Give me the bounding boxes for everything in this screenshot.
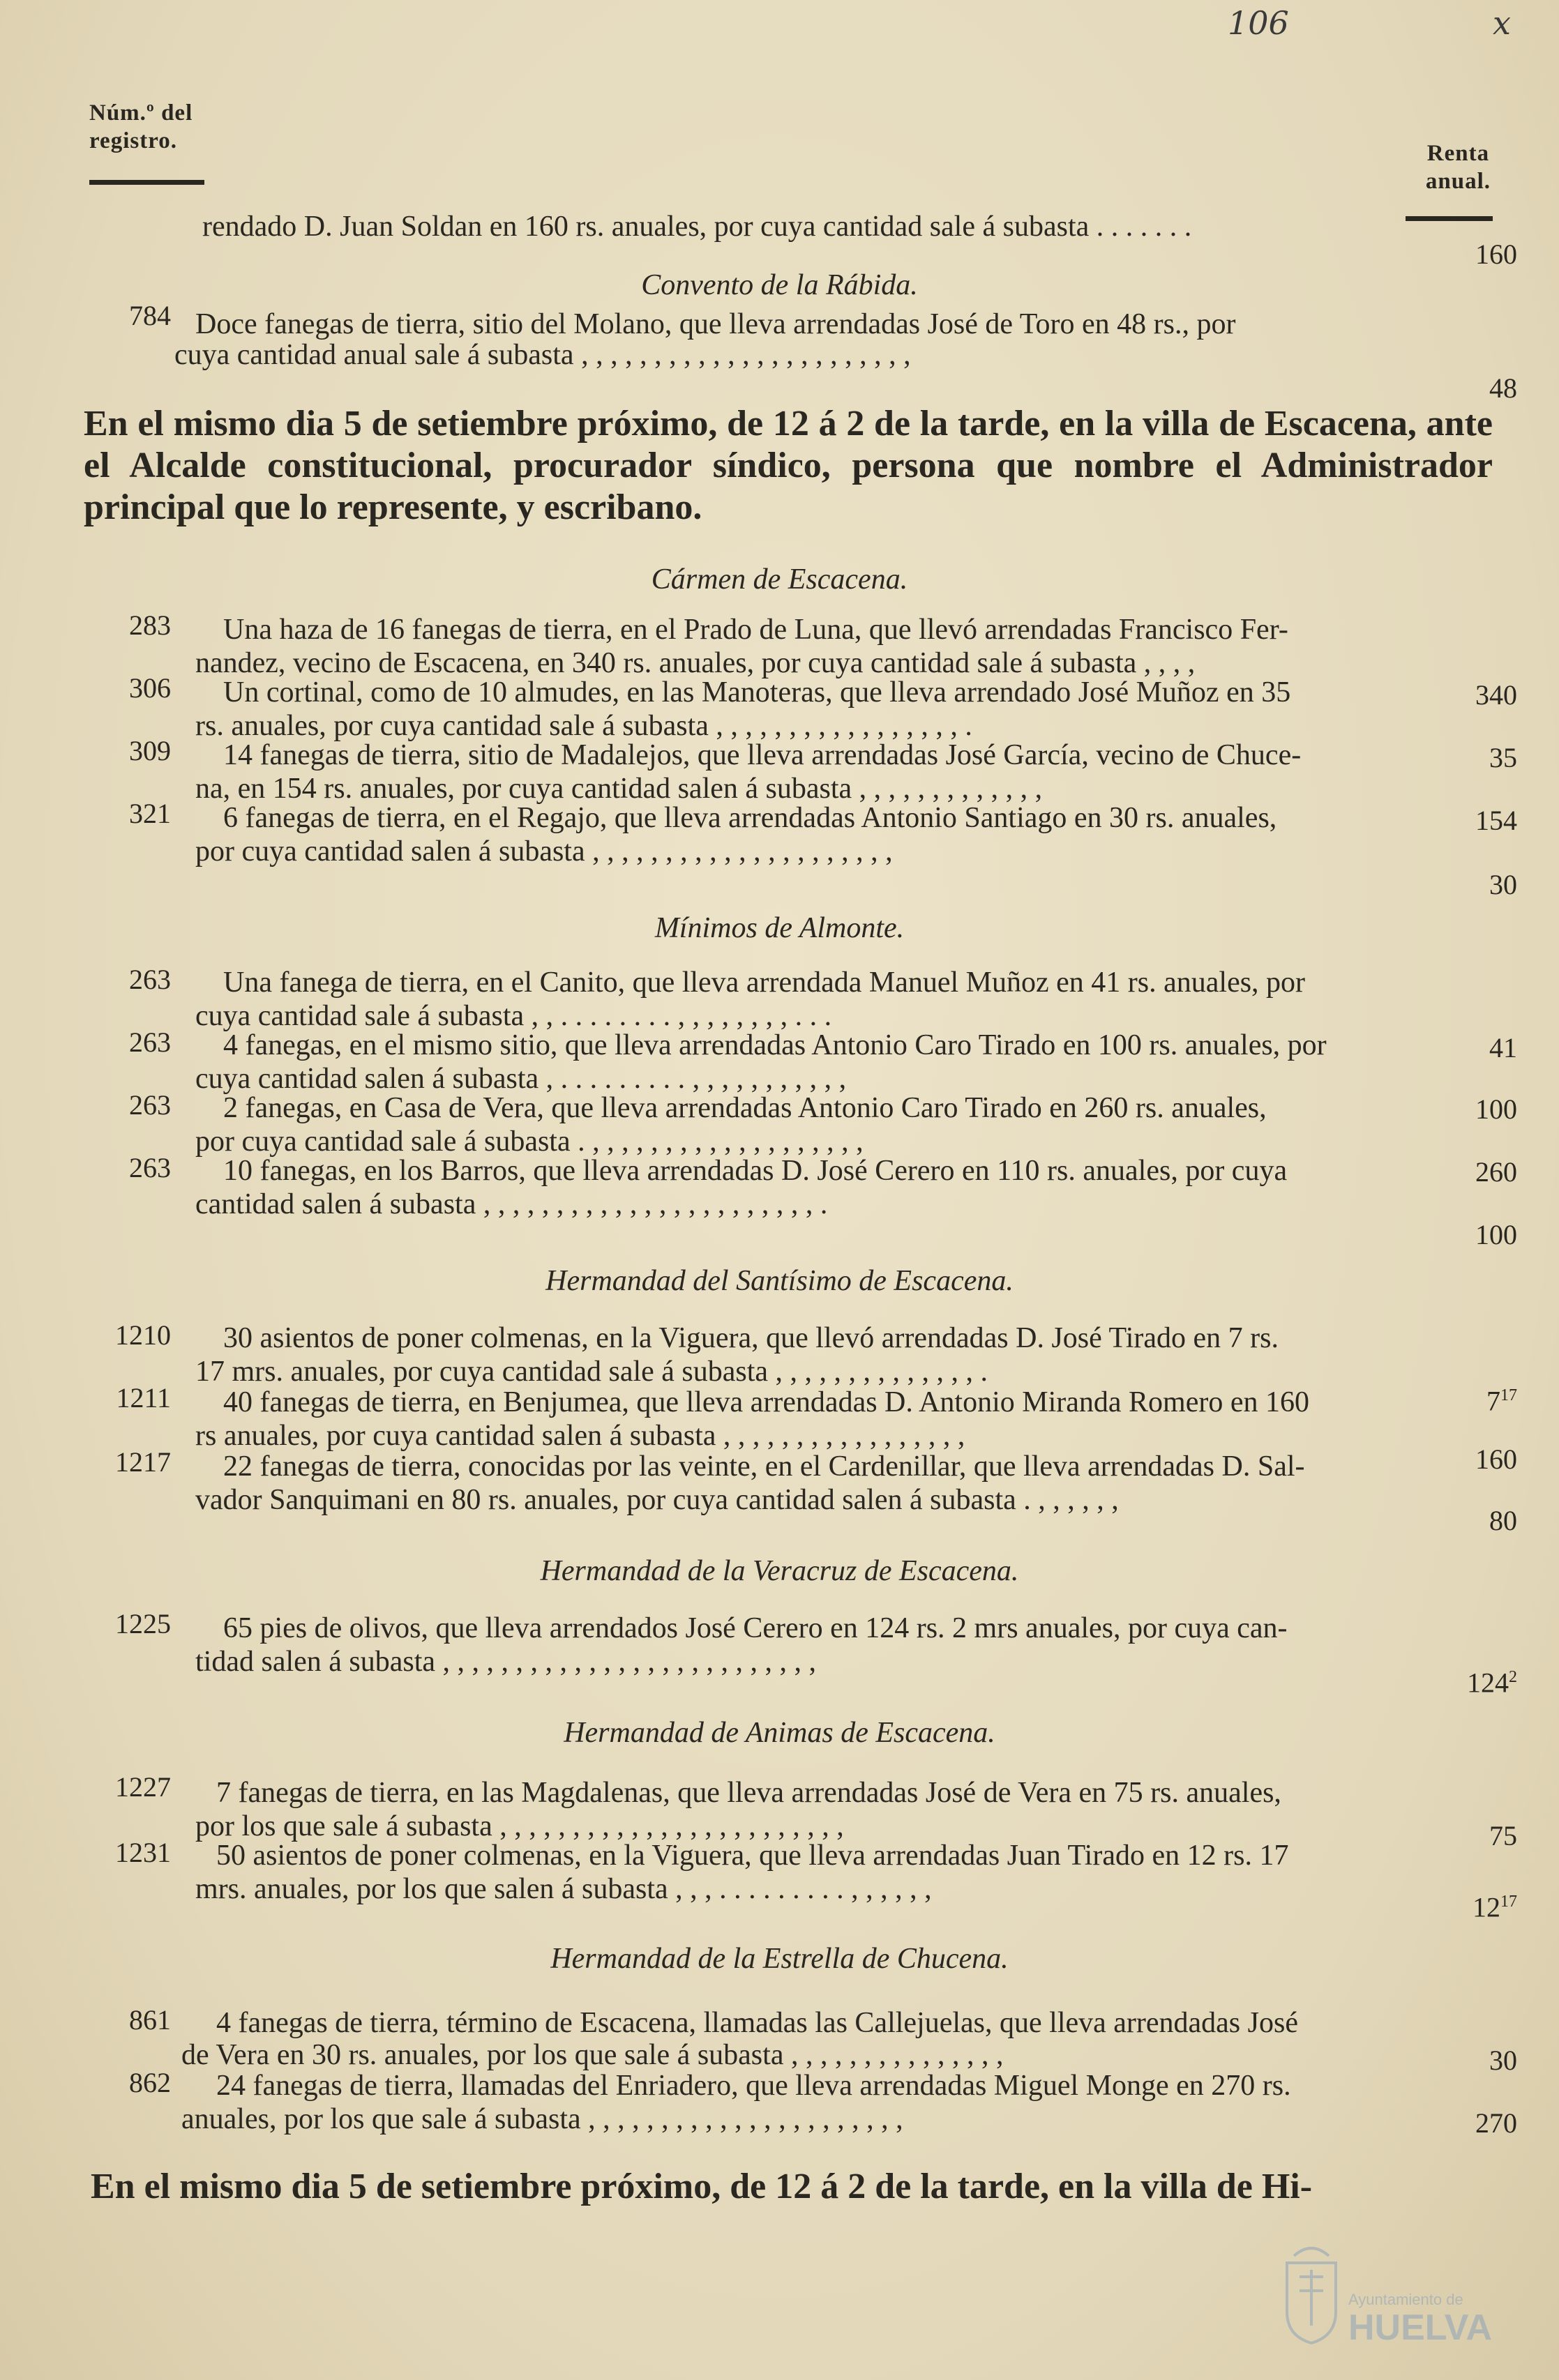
- entry-reg: 1231: [115, 1837, 171, 1868]
- entry-line1: Un cortinal, como de 10 almudes, en las Manoteras, que lleva arrendado José Muñoz en 35: [223, 676, 1291, 708]
- amount-value: 12: [1473, 1891, 1500, 1923]
- entry-reg: 1210: [115, 1319, 171, 1351]
- notice-hinojos: En el mismo dia 5 de setiembre próximo, de 12 á 2 de la tarde, en la villa de Hi-: [91, 2167, 1313, 2206]
- entry-line2: tidad salen á subasta , , , , , , , , , , , , , , , , , , , , , , , , , ,: [195, 1646, 817, 1678]
- entry-line2: de Vera en 30 rs. anuales, por los que sale á subasta , , , , , , , , , , , , , , ,: [181, 2039, 1004, 2071]
- amount-value: 7: [1486, 1385, 1500, 1417]
- entry-amount: 41: [1489, 1032, 1517, 1063]
- entry-amount: 270: [1475, 2107, 1517, 2139]
- entry-reg: 1211: [116, 1382, 171, 1413]
- entry-line2: por cuya cantidad salen á subasta , , , , , , , , , , , , , , , , , , , , ,: [195, 835, 893, 867]
- section-title-veracruz: Hermandad de la Veracruz de Escacena.: [540, 1555, 1019, 1587]
- handwritten-mark: x: [1493, 4, 1511, 42]
- entry-reg: 861: [129, 2004, 171, 2036]
- entry-amount: [1413, 1378, 1517, 1418]
- entry-line2: nandez, vecino de Escacena, en 340 rs. anuales, por cuya cantidad sale á subasta , , , ,: [195, 647, 1196, 679]
- header-left-rule: [89, 180, 204, 185]
- amount-subvalue: 2: [1509, 1668, 1517, 1686]
- entry-line1: 30 asientos de poner colmenas, en la Viguera, que llevó arrendadas D. José Tirado en 7 rs.: [223, 1322, 1279, 1354]
- handwritten-page-number: 106: [1228, 4, 1289, 42]
- header-rent-line1: Renta: [1426, 141, 1490, 166]
- entry-line1: 6 fanegas de tierra, en el Regajo, que lleva arrendadas Antonio Santiago en 30 rs. anuales,: [223, 802, 1277, 834]
- entry-amount: 48: [1489, 372, 1517, 404]
- header-rent-label: [1426, 139, 1491, 195]
- entry-line2: rs. anuales, por cuya cantidad sale á subasta , , , , , , , , , , , , , , , , , .: [195, 710, 972, 742]
- entry-reg: 1227: [115, 1771, 171, 1803]
- entry-line2: cuya cantidad sale á subasta , , . . . . . . . . , , , , , , , , . . .: [195, 1000, 832, 1032]
- header-register-line2: registro.: [89, 128, 177, 153]
- header-register-label: [89, 99, 193, 155]
- entry-line1: Una fanega de tierra, en el Canito, que lleva arrendada Manuel Muñoz en 41 rs. anuales, por: [223, 967, 1306, 999]
- entry-reg: 1217: [115, 1446, 171, 1478]
- entry-line1: 14 fanegas de tierra, sitio de Madalejos, que lleva arrendadas José García, vecino de Chuce-: [223, 739, 1302, 771]
- notice-escacena: En el mismo dia 5 de setiembre próximo, de 12 á 2 de la tarde, en la villa de Escacena, ante el Alcalde constitucional, procurador síndico, persona que nombre el Administrador principal que lo represente, y escribano.: [84, 404, 1493, 527]
- entry-amount: 154: [1475, 805, 1517, 836]
- entry-reg: 263: [129, 1089, 171, 1121]
- entry-reg: 321: [129, 798, 171, 829]
- section-title-santisimo: Hermandad del Santísimo de Escacena.: [545, 1265, 1014, 1297]
- entry-line1: 40 fanegas de tierra, en Benjumea, que lleva arrendadas D. Antonio Miranda Romero en 160: [223, 1386, 1309, 1418]
- section-title-animas: Hermandad de Animas de Escacena.: [564, 1717, 995, 1749]
- entry-line2: vador Sanquimani en 80 rs. anuales, por cuya cantidad salen á subasta . , , , , , ,: [195, 1484, 1119, 1516]
- entry-amount: 30: [1489, 2045, 1517, 2076]
- intro-entry-text: rendado D. Juan Soldan en 160 rs. anuales, por cuya cantidad sale á subasta . . . . . . .: [202, 211, 1192, 243]
- header-right-rule: [1406, 216, 1493, 221]
- entry-line2: por cuya cantidad sale á subasta . , , , , , , , , , , , , , , , , , , ,: [195, 1125, 864, 1158]
- entry-line2: cantidad salen á subasta , , , , , , , , , , , , , , , , , , , , , , , .: [195, 1188, 828, 1220]
- entry-line2: na, en 154 rs. anuales, por cuya cantidad salen á subasta , , , , , , , , , , , , ,: [195, 773, 1043, 805]
- section-title-carmen: Cármen de Escacena.: [651, 563, 908, 596]
- entry-line2: rs anuales, por cuya cantidad salen á subasta , , , , , , , , , , , , , , , , ,: [195, 1420, 965, 1452]
- amount-value: 124: [1467, 1667, 1509, 1699]
- header-rent-line2: anual.: [1425, 169, 1491, 194]
- entry-reg: 263: [129, 964, 171, 995]
- entry-line1: 24 fanegas de tierra, llamadas del Enriadero, que lleva arrendadas Miguel Monge en 270 rs.: [216, 2070, 1291, 2102]
- entry-reg: 862: [129, 2067, 171, 2098]
- entry-line1: 50 asientos de poner colmenas, en la Viguera, que lleva arrendadas Juan Tirado en 12 rs. 17: [216, 1840, 1289, 1872]
- watermark-label: Ayuntamiento de: [1348, 2291, 1463, 2308]
- entry-amount: 75: [1489, 1820, 1517, 1851]
- huelva-watermark: [1273, 2235, 1503, 2360]
- intro-entry-amount: 160: [1475, 238, 1517, 270]
- entry-amount: [1413, 1884, 1517, 1925]
- entry-reg: 1225: [115, 1608, 171, 1639]
- entry-amount: 100: [1475, 1219, 1517, 1250]
- entry-line2: 17 mrs. anuales, por cuya cantidad sale á subasta , , , , , , , , , , , , , , .: [195, 1356, 988, 1388]
- entry-amount: 100: [1475, 1093, 1517, 1125]
- entry-line1: 22 fanegas de tierra, conocidas por las veinte, en el Cardenillar, que lleva arrendadas D. Sal-: [223, 1450, 1305, 1483]
- entry-reg: 784: [129, 300, 171, 331]
- entry-amount: 80: [1489, 1505, 1517, 1536]
- entry-line1: 65 pies de olivos, que lleva arrendados José Cerero en 124 rs. 2 mrs anuales, por cuya can-: [223, 1612, 1288, 1644]
- entry-amount: 35: [1489, 742, 1517, 773]
- entry-line1: 4 fanegas, en el mismo sitio, que lleva arrendadas Antonio Caro Tirado en 100 rs. anuales, por: [223, 1029, 1327, 1061]
- amount-subvalue: 17: [1500, 1386, 1517, 1404]
- entry-reg: 263: [129, 1026, 171, 1058]
- entry-line1: 2 fanegas, en Casa de Vera, que lleva arrendadas Antonio Caro Tirado en 260 rs. anuales,: [223, 1092, 1267, 1124]
- entry-line2: cuya cantidad salen á subasta , . . . . . . . . . , , , , , , , , , , ,: [195, 1063, 847, 1095]
- entry-amount: 260: [1475, 1156, 1517, 1188]
- entry-line1: 10 fanegas, en los Barros, que lleva arrendadas D. José Cerero en 110 rs. anuales, por cuya: [223, 1155, 1288, 1187]
- entry-line2: mrs. anuales, por los que salen á subasta , , , . . . . . . . . . , , , , , ,: [195, 1873, 932, 1905]
- section-title-minimos: Mínimos de Almonte.: [654, 912, 905, 944]
- entry-line1: Doce fanegas de tierra, sitio del Molano, que lleva arrendadas José de Toro en 48 rs., por: [195, 308, 1236, 340]
- entry-line2: anuales, por los que sale á subasta , , , , , , , , , , , , , , , , , , , , , ,: [181, 2103, 903, 2135]
- entry-line2: cuya cantidad anual sale á subasta , , , , , , , , , , , , , , , , , , , , , , ,: [174, 339, 911, 371]
- entry-amount: 340: [1475, 679, 1517, 711]
- coat-of-arms-icon: [1273, 2235, 1503, 2360]
- entry-reg: 309: [129, 735, 171, 766]
- entry-amount: [1413, 1660, 1517, 1700]
- section-title-rabida: Convento de la Rábida.: [641, 269, 918, 301]
- entry-line1: Una haza de 16 fanegas de tierra, en el Prado de Luna, que llevó arrendadas Francisco Fer-: [223, 614, 1288, 646]
- entry-reg: 263: [129, 1152, 171, 1183]
- section-title-estrella: Hermandad de la Estrella de Chucena.: [550, 1943, 1009, 1975]
- entry-line2: por los que sale á subasta , , , , , , , , , , , , , , , , , , , , , , , ,: [195, 1810, 844, 1842]
- entry-line1: 4 fanegas de tierra, término de Escacena, llamadas las Callejuelas, que lleva arrendadas José: [216, 2007, 1298, 2039]
- entry-line1: 7 fanegas de tierra, en las Magdalenas, que lleva arrendadas José de Vera en 75 rs. anuales,: [216, 1777, 1281, 1809]
- header-register-line1: Núm.º del: [89, 100, 193, 126]
- entry-amount: 160: [1475, 1443, 1517, 1475]
- amount-subvalue: 17: [1500, 1893, 1517, 1911]
- entry-reg: 283: [129, 609, 171, 641]
- watermark-brand: HUELVA: [1348, 2307, 1493, 2348]
- entry-reg: 306: [129, 672, 171, 704]
- entry-amount: 30: [1489, 869, 1517, 900]
